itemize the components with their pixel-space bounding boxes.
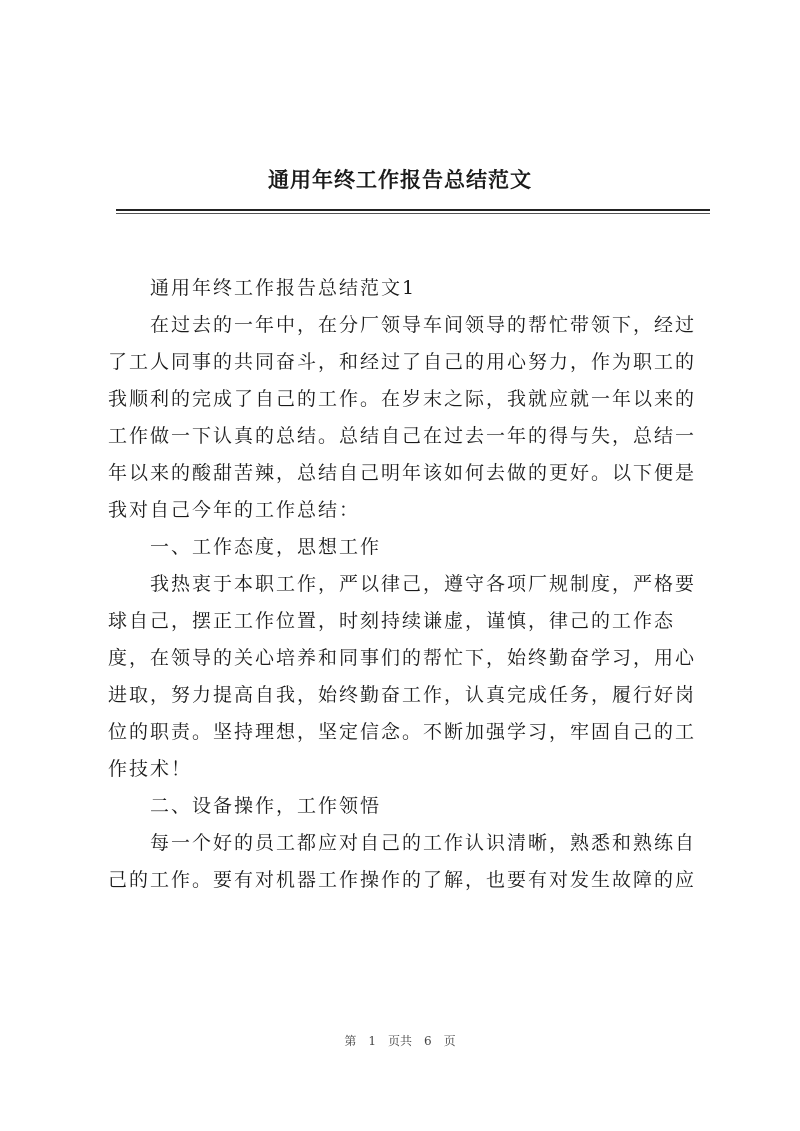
page-label-prefix: 第	[344, 1034, 357, 1048]
text-line: 工作做一下认真的总结。总结自己在过去一年的得与失，总结一	[108, 425, 697, 447]
title-divider-thin	[116, 213, 710, 214]
text-line: 年以来的酸甜苦辣，总结自己明年该如何去做的更好。以下便是	[108, 462, 697, 484]
text-line: 作技术！	[108, 758, 193, 780]
text-line: 二、设备操作，工作领悟	[150, 795, 382, 817]
text-line: 己的工作。要有对机器工作操作的了解，也要有对发生故障的应	[108, 869, 697, 891]
text-line: 球自己，摆正工作位置，时刻持续谦虚，谨慎，律己的工作态	[108, 610, 676, 632]
text-line: 通用年终工作报告总结范文1	[150, 277, 417, 299]
text-line: 我热衷于本职工作，严以律己，遵守各项厂规制度，严格要	[150, 573, 697, 595]
current-page-number: 1	[368, 1034, 376, 1048]
title-divider-thick	[116, 209, 710, 211]
total-pages-number: 6	[424, 1034, 432, 1048]
text-line: 度，在领导的关心培养和同事们的帮忙下，始终勤奋学习，用心	[108, 647, 697, 669]
page-footer	[0, 1032, 800, 1049]
text-line: 我对自己今年的工作总结：	[108, 499, 361, 521]
document-body	[108, 270, 710, 899]
page-label-middle: 页共	[387, 1034, 412, 1048]
page-label-suffix: 页	[443, 1034, 456, 1048]
text-line: 一、工作态度，思想工作	[150, 536, 382, 558]
text-line: 了工人同事的共同奋斗，和经过了自己的用心努力，作为职工的	[108, 351, 697, 373]
text-line: 在过去的一年中，在分厂领导车间领导的帮忙带领下，经过	[150, 314, 697, 336]
text-line: 我顺利的完成了自己的工作。在岁末之际，我就应就一年以来的	[108, 388, 697, 410]
text-line: 每一个好的员工都应对自己的工作认识清晰，熟悉和熟练自	[150, 832, 697, 854]
document-title: 通用年终工作报告总结范文	[268, 167, 532, 192]
text-line: 进取，努力提高自我，始终勤奋工作，认真完成任务，履行好岗	[108, 684, 697, 706]
text-line: 位的职责。坚持理想，坚定信念。不断加强学习，牢固自己的工	[108, 721, 697, 743]
